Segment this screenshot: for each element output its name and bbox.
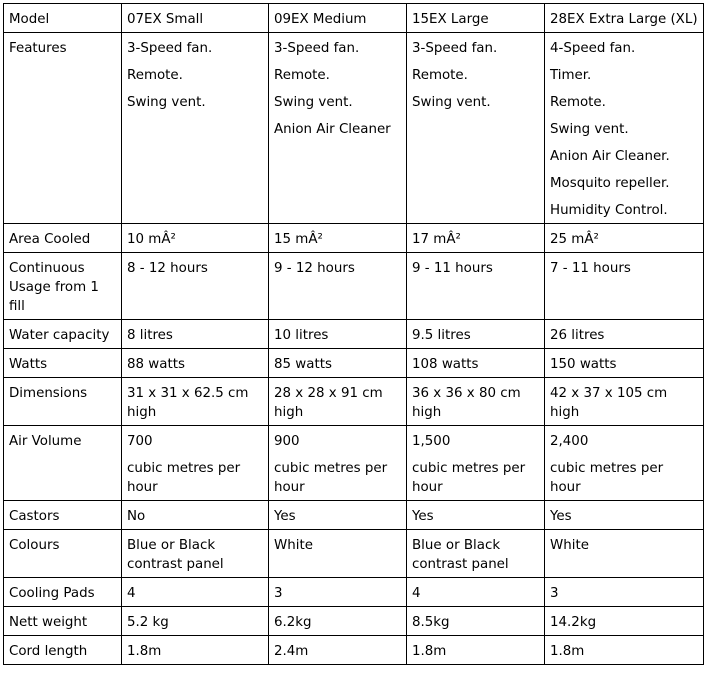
continuous-usage-cell: 9 - 11 hours bbox=[407, 253, 545, 320]
area-cooled-cell: 15 mÂ² bbox=[269, 224, 407, 253]
castors-cell: Yes bbox=[407, 501, 545, 530]
watts-cell: 150 watts bbox=[545, 349, 704, 378]
area-cooled-cell: 17 mÂ² bbox=[407, 224, 545, 253]
row-label-features: Features bbox=[4, 33, 122, 224]
air-volume-unit: cubic metres per hour bbox=[412, 461, 526, 495]
air-volume-cell bbox=[269, 426, 407, 501]
nett-weight-cell: 14.2kg bbox=[545, 607, 704, 636]
water-capacity-cell: 9.5 litres bbox=[407, 320, 545, 349]
row-label-cooling-pads: Cooling Pads bbox=[4, 578, 122, 607]
air-volume-cell bbox=[407, 426, 545, 501]
row-label-model: Model bbox=[4, 4, 122, 33]
dimensions-cell: 28 x 28 x 91 cm high bbox=[269, 378, 407, 426]
water-capacity-cell: 26 litres bbox=[545, 320, 704, 349]
row-label-colours: Colours bbox=[4, 530, 122, 578]
water-capacity-row bbox=[4, 320, 704, 349]
continuous-usage-cell: 9 - 12 hours bbox=[269, 253, 407, 320]
cord-length-row bbox=[4, 636, 704, 665]
feature-item: 4-Speed fan. bbox=[550, 41, 636, 56]
nett-weight-row bbox=[4, 607, 704, 636]
dimensions-row bbox=[4, 378, 704, 426]
cord-length-cell: 1.8m bbox=[122, 636, 269, 665]
colours-cell: White bbox=[545, 530, 704, 578]
continuous-usage-cell: 7 - 11 hours bbox=[545, 253, 704, 320]
cooling-pads-row bbox=[4, 578, 704, 607]
colours-cell: Blue or Black contrast panel bbox=[122, 530, 269, 578]
water-capacity-cell: 8 litres bbox=[122, 320, 269, 349]
feature-item: Timer. bbox=[550, 68, 592, 83]
cooling-pads-cell: 4 bbox=[407, 578, 545, 607]
features-cell bbox=[269, 33, 407, 224]
watts-cell: 85 watts bbox=[269, 349, 407, 378]
castors-cell: Yes bbox=[545, 501, 704, 530]
model-28ex: 28EX Extra Large (XL) bbox=[545, 4, 704, 33]
air-volume-value: 900 bbox=[274, 434, 300, 449]
feature-item: Remote. bbox=[127, 68, 183, 83]
air-volume-unit: cubic metres per hour bbox=[127, 461, 241, 495]
feature-item: Anion Air Cleaner bbox=[274, 122, 391, 137]
row-label-dimensions: Dimensions bbox=[4, 378, 122, 426]
castors-cell: Yes bbox=[269, 501, 407, 530]
nett-weight-cell: 5.2 kg bbox=[122, 607, 269, 636]
row-label-watts: Watts bbox=[4, 349, 122, 378]
cooling-pads-cell: 3 bbox=[545, 578, 704, 607]
area-cooled-cell: 25 mÂ² bbox=[545, 224, 704, 253]
feature-item: Remote. bbox=[412, 68, 468, 83]
feature-item: 3-Speed fan. bbox=[127, 41, 213, 56]
features-cell bbox=[545, 33, 704, 224]
row-label-air-volume: Air Volume bbox=[4, 426, 122, 501]
air-volume-value: 700 bbox=[127, 434, 153, 449]
cooling-pads-cell: 3 bbox=[269, 578, 407, 607]
colours-cell: Blue or Black contrast panel bbox=[407, 530, 545, 578]
air-volume-cell bbox=[545, 426, 704, 501]
colours-cell: White bbox=[269, 530, 407, 578]
area-cooled-row bbox=[4, 224, 704, 253]
feature-item: Swing vent. bbox=[412, 95, 491, 110]
row-label-castors: Castors bbox=[4, 501, 122, 530]
feature-item: Swing vent. bbox=[550, 122, 629, 137]
area-cooled-cell: 10 mÂ² bbox=[122, 224, 269, 253]
header-row bbox=[4, 4, 704, 33]
dimensions-cell: 36 x 36 x 80 cm high bbox=[407, 378, 545, 426]
row-label-cord-length: Cord length bbox=[4, 636, 122, 665]
colours-row bbox=[4, 530, 704, 578]
feature-item: 3-Speed fan. bbox=[274, 41, 360, 56]
features-cell bbox=[407, 33, 545, 224]
water-capacity-cell: 10 litres bbox=[269, 320, 407, 349]
feature-item: Remote. bbox=[274, 68, 330, 83]
feature-item: 3-Speed fan. bbox=[412, 41, 498, 56]
air-volume-value: 1,500 bbox=[412, 434, 451, 449]
continuous-usage-row bbox=[4, 253, 704, 320]
castors-cell: No bbox=[122, 501, 269, 530]
features-row bbox=[4, 33, 704, 224]
nett-weight-cell: 8.5kg bbox=[407, 607, 545, 636]
feature-item: Swing vent. bbox=[127, 95, 206, 110]
cord-length-cell: 2.4m bbox=[269, 636, 407, 665]
row-label-nett-weight: Nett weight bbox=[4, 607, 122, 636]
dimensions-cell: 31 x 31 x 62.5 cm high bbox=[122, 378, 269, 426]
row-label-area-cooled: Area Cooled bbox=[4, 224, 122, 253]
cord-length-cell: 1.8m bbox=[407, 636, 545, 665]
air-volume-unit: cubic metres per hour bbox=[274, 461, 388, 495]
model-15ex: 15EX Large bbox=[407, 4, 545, 33]
feature-item: Remote. bbox=[550, 95, 606, 110]
continuous-usage-cell: 8 - 12 hours bbox=[122, 253, 269, 320]
feature-item: Mosquito repeller. bbox=[550, 176, 670, 191]
air-volume-unit: cubic metres per hour bbox=[550, 461, 664, 495]
air-volume-cell bbox=[122, 426, 269, 501]
row-label-continuous-usage: Continuous Usage from 1 fill bbox=[4, 253, 122, 320]
nett-weight-cell: 6.2kg bbox=[269, 607, 407, 636]
dimensions-cell: 42 x 37 x 105 cm high bbox=[545, 378, 704, 426]
air-volume-row bbox=[4, 426, 704, 501]
watts-row bbox=[4, 349, 704, 378]
watts-cell: 88 watts bbox=[122, 349, 269, 378]
features-cell bbox=[122, 33, 269, 224]
castors-row bbox=[4, 501, 704, 530]
watts-cell: 108 watts bbox=[407, 349, 545, 378]
model-09ex: 09EX Medium bbox=[269, 4, 407, 33]
feature-item: Humidity Control. bbox=[550, 203, 668, 218]
feature-item: Swing vent. bbox=[274, 95, 353, 110]
feature-item: Anion Air Cleaner. bbox=[550, 149, 670, 164]
model-07ex: 07EX Small bbox=[122, 4, 269, 33]
spec-table bbox=[3, 3, 704, 665]
cord-length-cell: 1.8m bbox=[545, 636, 704, 665]
row-label-water-capacity: Water capacity bbox=[4, 320, 122, 349]
cooling-pads-cell: 4 bbox=[122, 578, 269, 607]
air-volume-value: 2,400 bbox=[550, 434, 589, 449]
